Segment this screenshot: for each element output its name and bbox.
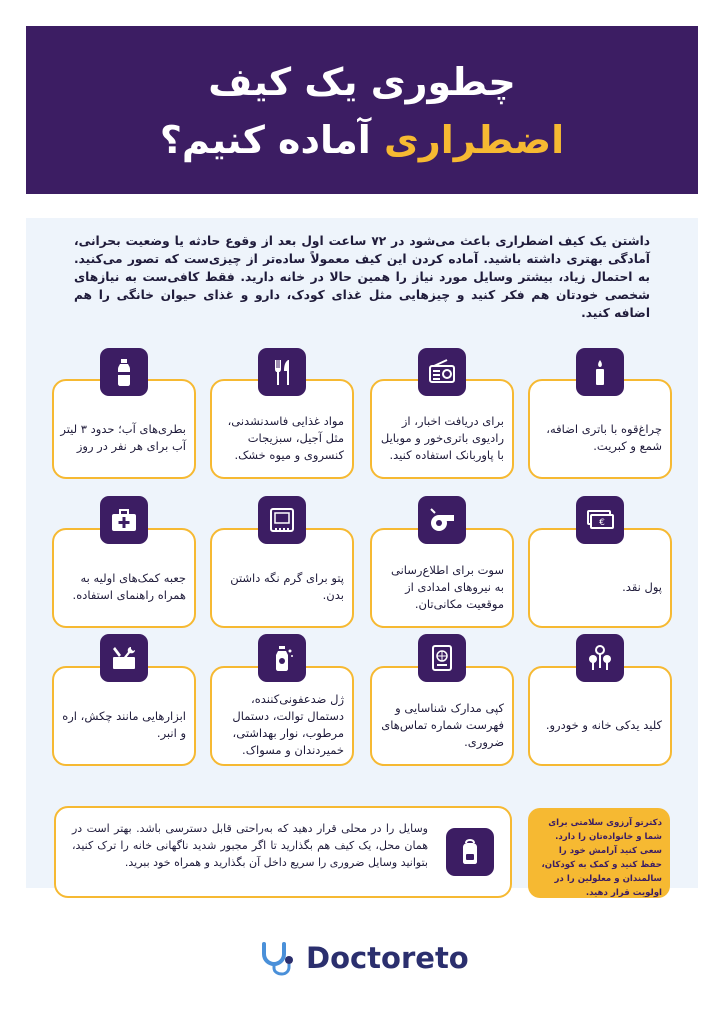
title-line-2 xyxy=(26,118,698,162)
backpack-icon xyxy=(446,828,494,876)
radio-icon xyxy=(418,348,466,396)
fork-knife-icon xyxy=(258,348,306,396)
item-text: سوت برای اطلاع‌رسانی به نیروهای امدادی از موقعیت مکانی‌تان. xyxy=(390,562,504,611)
item-text: کلید یدکی خانه و خودرو. xyxy=(545,717,662,732)
item-text: پول نقد. xyxy=(622,579,662,594)
doctoreto-note: دکترتو آرزوی سلامتی برای شما و خانواده‌تان را دارد. سعی کنید آرامش خود را حفظ کنید و کمک به کودکان، سالمندان و معلولین را در اولویت قرار دهید. xyxy=(528,808,670,898)
intro-paragraph: داشتن یک کیف اضطراری باعث می‌شود در ۷۲ ساعت اول بعد از وقوع حادثه یا وضعیت بحرانی، آمادگی بهتری داشته باشید. آماده کردن این کیف معمولاً ساده‌تر از چیزی‌ست که تصور می‌کنید. به احتمال زیاد، بیشتر وسایل مورد نیاز را همین حالا در خانه دارید. فقط کافی‌ست به نیازهای شخصی خودتان هم فکر کنید و چیزهایی مثل غذای کودک، دارو و غذای حیوان خانگی را هم اضافه کنید. xyxy=(74,234,650,320)
storage-tip-card xyxy=(54,806,512,898)
candle-icon xyxy=(576,348,624,396)
item-text: کپی مدارک شناسایی و فهرست شماره تماس‌های ضروری. xyxy=(381,700,504,749)
cash-icon xyxy=(576,496,624,544)
item-text: پتو برای گرم نگه داشتن بدن. xyxy=(230,571,344,602)
storage-tip-text: وسایل را در محلی قرار دهید که به‌راحتی قابل دسترسی باشد. بهتر است در همان محل، یک کیف هم بگذارید تا اگر مجبور شدید ناگهانی خانه را ترک کنید، بتوانید وسایل ضروری را سریع داخل آن بگذارید و همراه خود ببرید. xyxy=(72,822,428,869)
item-text: بطری‌های آب؛ حدود ۳ لیتر آب برای هر نفر در روز xyxy=(60,422,186,453)
brand-logo xyxy=(258,936,478,980)
title-highlight: اضطراری xyxy=(384,118,565,162)
title-line-1: چطوری یک کیف xyxy=(208,60,516,104)
item-text: ابزارهایی مانند چکش، اره و انبر. xyxy=(62,709,186,740)
title-rest: آماده کنیم؟ xyxy=(159,118,371,162)
svg-text:€: € xyxy=(599,518,605,528)
tools-icon xyxy=(100,634,148,682)
brand-name: Doctoreto xyxy=(306,941,469,975)
water-bottle-icon xyxy=(100,348,148,396)
passport-icon xyxy=(418,634,466,682)
sanitizer-icon xyxy=(258,634,306,682)
item-text: مواد غذایی فاسدنشدنی، مثل آجیل، سبزیجات کنسروی و میوه خشک. xyxy=(227,413,344,462)
item-text: برای دریافت اخبار، از رادیوی باتری‌خور و موبایل با پاوربانک استفاده کنید. xyxy=(380,413,504,462)
keys-icon xyxy=(576,634,624,682)
first-aid-kit-icon xyxy=(100,496,148,544)
item-text: ژل ضدعفونی‌کننده، دستمال توالت، دستمال مرطوب، نوار بهداشتی، خمیردندان و مسواک. xyxy=(232,692,344,757)
stethoscope-logo-icon xyxy=(258,938,298,978)
item-text: جعبه کمک‌های اولیه به همراه راهنمای استفاده. xyxy=(72,571,186,602)
header-banner xyxy=(26,26,698,194)
whistle-icon xyxy=(418,496,466,544)
blanket-icon xyxy=(258,496,306,544)
item-text: چراغ‌قوه با باتری اضافه، شمع و کبریت. xyxy=(546,422,662,453)
